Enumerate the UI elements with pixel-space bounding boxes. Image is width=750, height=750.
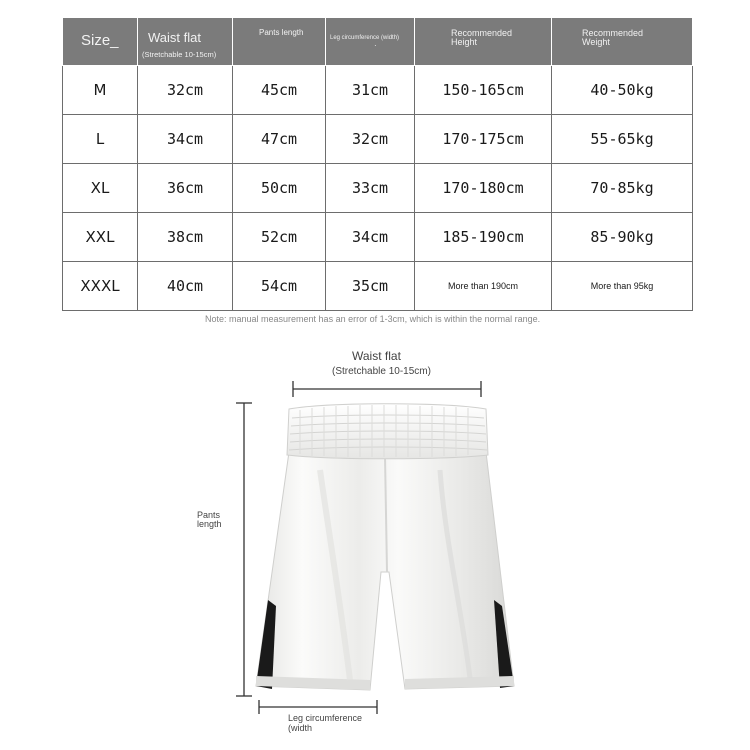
cell-leg: 31cm — [326, 66, 415, 115]
measurement-note: Note: manual measurement has an error of 1-3cm, which is within the normal range. — [205, 314, 541, 324]
cell-pants: 45cm — [233, 66, 326, 115]
cell-leg: 35cm — [326, 262, 415, 311]
cell-size: XXXL — [63, 262, 138, 311]
cell-waist: 32cm — [138, 66, 233, 115]
header-waist-label: Waist flat — [148, 30, 201, 45]
cell-waist: 34cm — [138, 115, 233, 164]
cell-pants: 52cm — [233, 213, 326, 262]
cell-leg: 32cm — [326, 115, 415, 164]
cell-leg: 34cm — [326, 213, 415, 262]
pants-length-dimension-line — [236, 403, 252, 696]
cell-waist: 38cm — [138, 213, 233, 262]
cell-waist: 36cm — [138, 164, 233, 213]
cell-weight: More than 95kg — [552, 262, 693, 311]
cell-height: 170-180cm — [415, 164, 552, 213]
cell-pants: 50cm — [233, 164, 326, 213]
cell-height: 185-190cm — [415, 213, 552, 262]
pants-length-label: Pants length — [197, 510, 222, 530]
cell-height: More than 190cm — [415, 262, 552, 311]
cell-pants: 54cm — [233, 262, 326, 311]
header-weight-label: Recommended Weight — [582, 28, 644, 48]
cell-weight: 70-85kg — [552, 164, 693, 213]
boxing-shorts-image — [256, 404, 514, 690]
cell-weight: 40-50kg — [552, 66, 693, 115]
cell-size: XXL — [63, 213, 138, 262]
waist-diagram-subtitle: (Stretchable 10-15cm) — [332, 366, 431, 377]
header-size-label: Size_ — [81, 32, 119, 49]
leg-circumference-label: Leg circumference (width — [288, 713, 363, 734]
cell-leg: 33cm — [326, 164, 415, 213]
header-waist-sublabel: (Stretchable 10-15cm) — [142, 50, 217, 59]
cell-weight: 55-65kg — [552, 115, 693, 164]
leg-dimension-line — [259, 700, 377, 714]
cell-size: M — [63, 66, 138, 115]
header-height-label: Recommended Height — [451, 28, 513, 48]
waist-dimension-line — [293, 381, 481, 397]
cell-height: 170-175cm — [415, 115, 552, 164]
cell-waist: 40cm — [138, 262, 233, 311]
cell-size: XL — [63, 164, 138, 213]
header-pants-label: Pants length — [259, 28, 304, 37]
header-leg-dot: · — [374, 41, 377, 50]
header-leg-label: Leg circumference (width) — [330, 35, 400, 41]
waist-diagram-title: Waist flat — [352, 349, 401, 363]
cell-size: L — [63, 115, 138, 164]
cell-height: 150-165cm — [415, 66, 552, 115]
cell-pants: 47cm — [233, 115, 326, 164]
cell-weight: 85-90kg — [552, 213, 693, 262]
